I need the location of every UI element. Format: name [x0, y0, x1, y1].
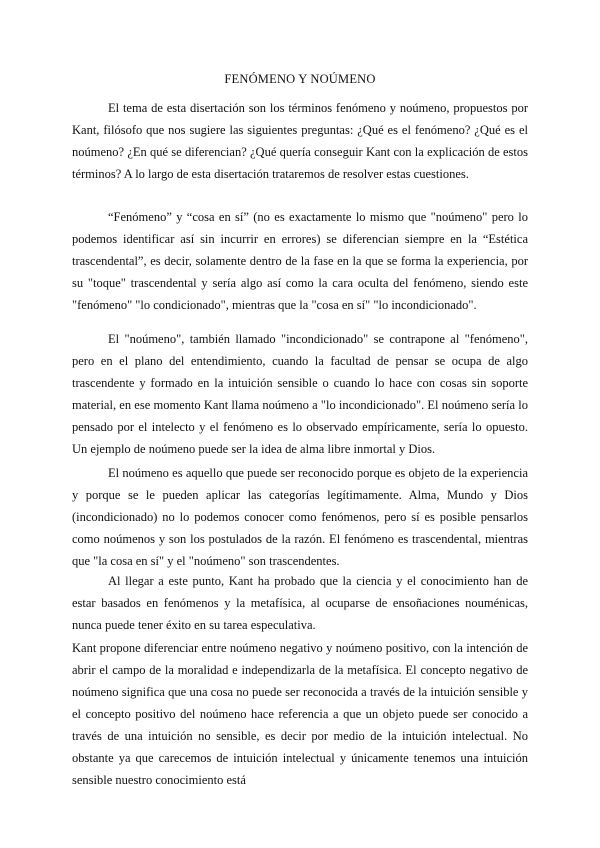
- paragraph-noumenon-definition: El "noúmeno", también llamado "incondicionado" se contrapone al "fenómeno", pero en el plano del entendimiento, cuando la facultad de pensar se ocupa de algo trascendente y formado en la intuición sensible o cuando lo hace con cosas sin soporte material, en ese momento Kant llama noúmeno a "lo incondicionado". El noúmeno sería lo pensado por el intelecto y el fenómeno es lo observado empíricamente, sería lo opuesto. Un ejemplo de noúmeno puede ser la idea de alma libre inmortal y Dios.: [72, 332, 528, 456]
- paragraph-introduction: El tema de esta disertación son los términos fenómeno y noúmeno, propuestos por Kant, filósofo que nos sugiere las siguientes preguntas: ¿Qué es el fenómeno? ¿Qué es el noúmeno? ¿En qué se diferencian? ¿Qué quería conseguir Kant con la explicación de estos términos? A lo largo de esta disertación trataremos de resolver estas cuestiones.: [72, 101, 528, 181]
- document-title: FENÓMENO Y NOÚMENO: [224, 72, 376, 86]
- paragraph-phenomenon-thing-in-itself: “Fenómeno” y “cosa en sí” (no es exactamente lo mismo que "noúmeno" pero lo podemos identificar así sin incurrir en errores) se diferencian siempre en la “Estética trascendental”, es decir, solamente dentro de la fase en la que se forma la experiencia, por su "toque" trascendental y sería algo así como la cara oculta del fenómeno, siendo este "fenómeno" "lo condicionado", mientras que la "cosa en sí" "lo incondicionado".: [72, 210, 528, 312]
- paragraph-noumenon-experience: El noúmeno es aquello que puede ser reconocido porque es objeto de la experiencia y porque se le pueden aplicar las categorías legítimamente. Alma, Mundo y Dios (incondicionado) no lo podemos conocer como fenómenos, pero sí es posible pensarlos como noúmenos y son los postulados de la razón. El fenómeno es trascendental, mientras que "la cosa en sí" y el "noúmeno" son trascendentes.: [72, 466, 528, 568]
- paragraph-negative-positive-noumenon: Kant propone diferenciar entre noúmeno negativo y noúmeno positivo, con la intención de abrir el campo de la moralidad e independizarla de la metafísica. El concepto negativo de noúmeno significa que una cosa no puede ser reconocida a través de la intuición sensible y el concepto positivo del noúmeno hace referencia a que un objeto puede ser conocido a través de una intuición no sensible, es decir por medio de la intuición intelectual. No obstante ya que carecemos de intuición intelectual y únicamente tenemos una intuición sensible nuestro conocimiento está: [72, 641, 528, 787]
- paragraph-kant-conclusion: Al llegar a este punto, Kant ha probado que la ciencia y el conocimiento han de estar basados en fenómenos y la metafísica, al ocuparse de ensoñaciones nouménicas, nunca puede tener éxito en su tarea especulativa.: [72, 574, 528, 632]
